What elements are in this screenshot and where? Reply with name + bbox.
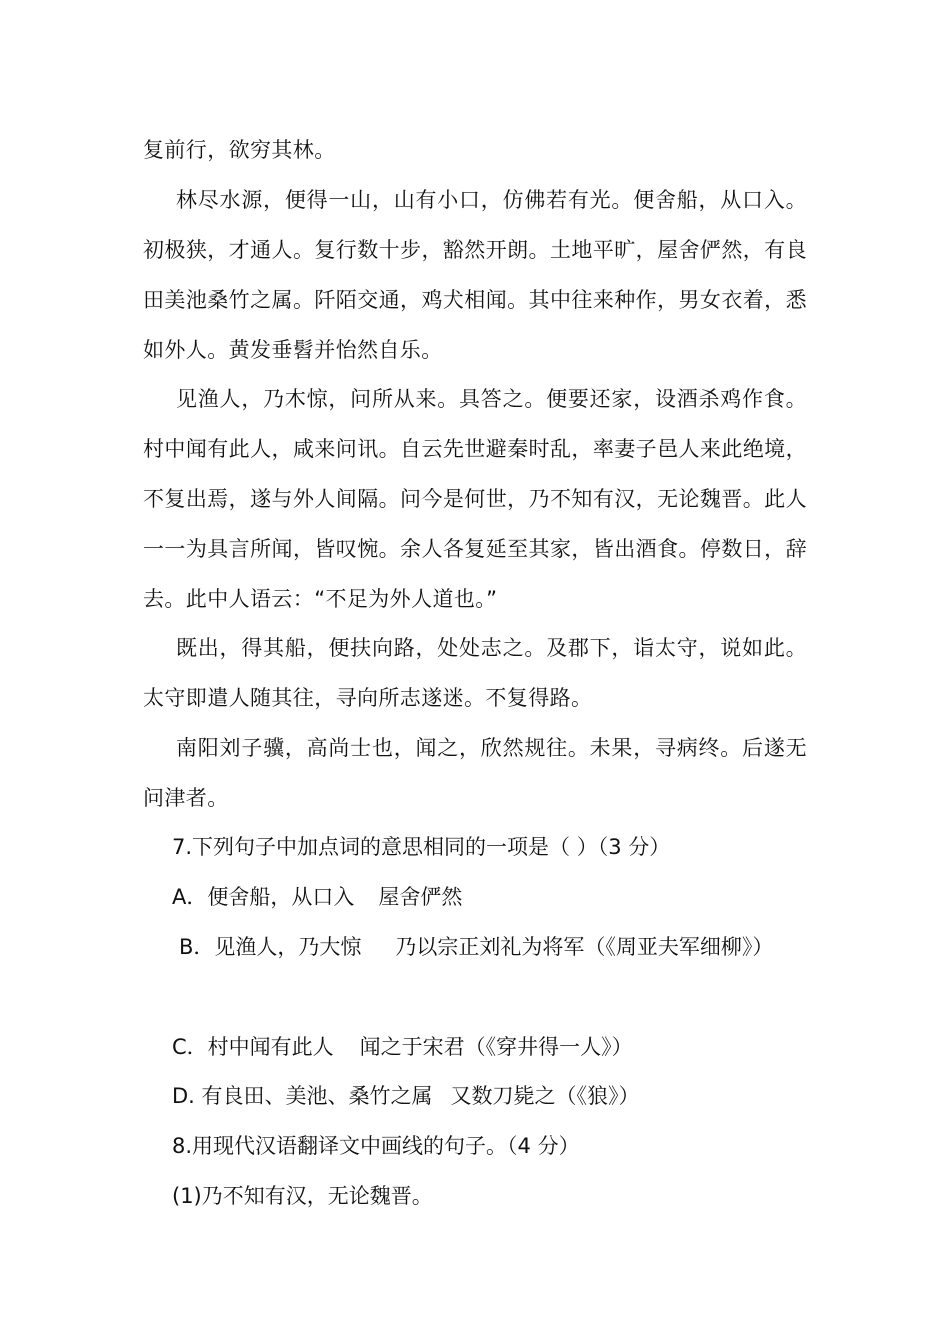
passage-paragraph-1: 复前行，欲穷其林。	[143, 138, 336, 162]
option-a-left: A．便舍船，从口入	[172, 885, 355, 909]
question-7-option-a	[172, 872, 462, 922]
option-d-right: 又数刀毙之（《狼》）	[450, 1084, 640, 1108]
passage-paragraph-3: 见渔人，乃木惊，问所从来。具答之。便要还家，设酒杀鸡作食。村中闻有此人，咸来问讯。自云先世避秦时乱，率妻子邑人来此绝境，不复出焉，遂与外人间隔。问今是何世，乃不知有汉，无论魏晋。此人一一为具言所闻，皆叹惋。余人各复延至其家，皆出酒食。停数日，辞去。此中人语云：“不足为外人道也。”	[143, 387, 807, 611]
option-d-left: D. 有良田、美池、桑竹之属	[172, 1084, 433, 1108]
option-a-right: 屋舍俨然	[378, 885, 463, 909]
question-7-option-b	[143, 922, 807, 972]
option-c-right: 闻之于宋君（《穿井得一人》）	[359, 1035, 633, 1059]
passage-paragraph-2: 林尽水源，便得一山，山有小口，仿佛若有光。便舍船，从口入。初极狭，才通人。复行数十步，豁然开朗。土地平旷，屋舍俨然，有良田美池桑竹之属。阡陌交通，鸡犬相闻。其中往来种作，男女衣着，悉如外人。黄发垂髫并怡然自乐。	[143, 188, 807, 362]
question-7-stem: 7.下列句子中加点词的意思相同的一项是（ ）（3 分）	[172, 835, 671, 859]
passage-paragraph-5: 南阳刘子骥，高尚士也，闻之，欣然规往。未果，寻病终。后遂无问津者。	[143, 736, 807, 810]
question-7-option-c	[172, 1022, 633, 1072]
question-8-item-1: (1)乃不知有汉，无论魏晋。	[172, 1184, 433, 1208]
option-b-right: 乃以宗正刘礼为将军（《周亚夫军细柳》）	[395, 935, 774, 959]
question-8-stem: 8.用现代汉语翻译文中画线的句子。（4 分）	[172, 1134, 580, 1158]
passage-paragraph-4: 既出，得其船，便扶向路，处处志之。及郡下，诣太守，说如此。太守即遣人随其往，寻向所志遂迷。不复得路。	[143, 636, 807, 710]
option-c-left: C．村中闻有此人	[172, 1035, 334, 1059]
option-b-left: B．见渔人，乃大惊	[179, 935, 362, 959]
question-7-option-d	[172, 1071, 640, 1121]
